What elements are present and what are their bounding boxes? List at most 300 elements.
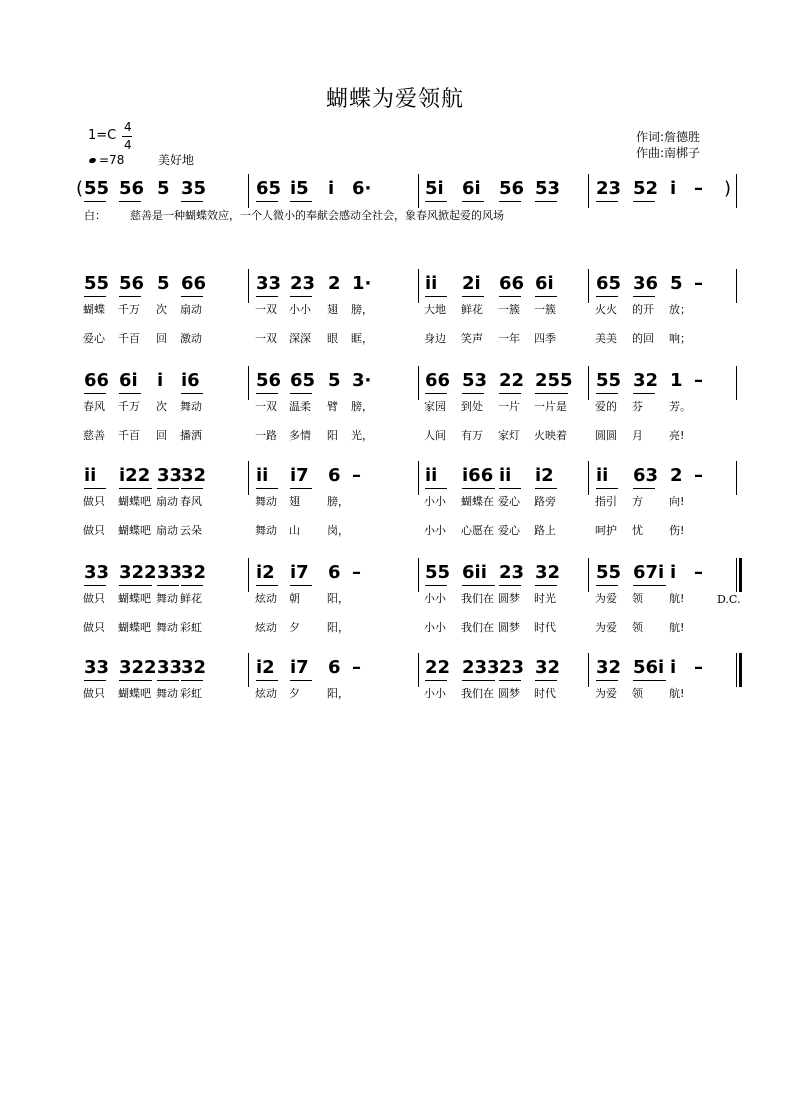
beam-underline xyxy=(181,201,203,202)
time-signature-bottom: 4 xyxy=(124,138,132,152)
bar-line xyxy=(418,174,419,208)
beam-underline xyxy=(596,201,618,202)
lyric-syllable: 爱的 xyxy=(595,400,617,413)
lyric-syllable: 鲜花 xyxy=(180,592,202,605)
lyric-syllable: 阳， xyxy=(327,687,349,700)
lyric-syllable: 亮! xyxy=(669,429,685,442)
beam-underline xyxy=(119,680,152,681)
lyric-syllable: 爱心 xyxy=(83,332,105,345)
lyric-syllable: 笑声 xyxy=(461,332,483,345)
lyric-syllable: 做只 xyxy=(83,524,105,537)
bar-line xyxy=(736,366,737,400)
beam-underline xyxy=(256,393,278,394)
bar-line xyxy=(736,269,737,303)
beam-underline xyxy=(181,585,203,586)
note-group: 22 xyxy=(425,657,451,678)
beam-underline xyxy=(633,488,655,489)
lyric-syllable: 一双 xyxy=(255,303,277,316)
note-group: 23 xyxy=(596,178,622,199)
note-group: i xyxy=(157,370,164,391)
lyric-syllable: 千万 xyxy=(118,303,140,316)
bar-line xyxy=(736,174,737,208)
beam-underline xyxy=(157,680,179,681)
note-group: 55 xyxy=(596,370,622,391)
note-group: 55 xyxy=(425,562,451,583)
note-group: 5 xyxy=(157,273,170,294)
note-group: i5 xyxy=(290,178,309,199)
lyric-syllable: 舞动 xyxy=(156,687,178,700)
bar-line xyxy=(418,461,419,495)
lyric-syllable: 扇动 xyxy=(156,524,178,537)
beam-underline xyxy=(290,296,312,297)
lyric-syllable: 做只 xyxy=(83,621,105,634)
lyric-syllable: 回 xyxy=(156,332,167,345)
note-group: 33 xyxy=(84,657,110,678)
beam-underline xyxy=(462,585,495,586)
narration-text: 慈善是一种蝴蝶效应，一个人微小的奉献会感动全社会，象春风掀起爱的风场 xyxy=(130,209,504,222)
key-signature: 1=C xyxy=(88,128,117,143)
note-group: 322 xyxy=(119,562,157,583)
lyric-syllable: 航! xyxy=(669,687,685,700)
lyric-syllable: 小小 xyxy=(424,495,446,508)
lyric-syllable: 领 xyxy=(632,687,643,700)
bar-line xyxy=(736,461,737,495)
lyric-syllable: 岗， xyxy=(327,524,349,537)
beam-underline xyxy=(633,296,655,297)
note-group: – xyxy=(694,657,703,678)
note-group: 55 xyxy=(84,273,110,294)
beam-underline xyxy=(499,296,521,297)
beam-underline xyxy=(290,393,312,394)
note-group: 255 xyxy=(535,370,573,391)
lyric-syllable: 为爱 xyxy=(595,621,617,634)
lyric-syllable: 向! xyxy=(669,495,685,508)
beam-underline xyxy=(535,201,557,202)
lyric-syllable: 彩虹 xyxy=(180,687,202,700)
lyric-syllable: 膀， xyxy=(327,495,349,508)
beam-underline xyxy=(535,296,557,297)
beam-underline xyxy=(499,201,521,202)
beam-underline xyxy=(633,201,655,202)
lyric-syllable: 炫动 xyxy=(255,592,277,605)
lyric-syllable: 指引 xyxy=(595,495,617,508)
note-group: 35 xyxy=(181,178,207,199)
lyric-syllable: 一片 xyxy=(498,400,520,413)
beam-underline xyxy=(462,393,484,394)
note-group: 56 xyxy=(256,370,282,391)
lyric-syllable: 爱心 xyxy=(498,495,520,508)
lyric-syllable: 到处 xyxy=(461,400,483,413)
note-group: 6· xyxy=(352,178,372,199)
note-group: 32 xyxy=(535,657,561,678)
lyric-syllable: 深深 xyxy=(289,332,311,345)
lyric-syllable: 扇动 xyxy=(156,495,178,508)
beam-underline xyxy=(84,488,106,489)
bar-line xyxy=(248,269,249,303)
beam-underline xyxy=(290,488,312,489)
expression-marking: 美好地 xyxy=(158,153,195,167)
lyric-syllable: 蝴蝶 xyxy=(83,303,105,316)
bar-line xyxy=(736,653,737,687)
note-group: 63 xyxy=(633,465,659,486)
note-group: 65 xyxy=(596,273,622,294)
note-group: 1· xyxy=(352,273,372,294)
lyric-syllable: 的回 xyxy=(632,332,654,345)
lyric-syllable: 次 xyxy=(156,303,167,316)
lyric-syllable: 航! xyxy=(669,592,685,605)
note-group: i xyxy=(670,178,677,199)
note-group: 322 xyxy=(119,657,157,678)
beam-underline xyxy=(425,296,447,297)
lyric-syllable: 一片是 xyxy=(534,400,567,413)
lyric-syllable: 火映着 xyxy=(534,429,567,442)
note-group: 66 xyxy=(425,370,451,391)
beam-underline xyxy=(499,488,521,489)
note-group: i xyxy=(670,657,677,678)
beam-underline xyxy=(499,393,521,394)
beam-underline xyxy=(181,680,203,681)
note-group: 66 xyxy=(84,370,110,391)
note-group: 6ii xyxy=(462,562,487,583)
note-group: 33 xyxy=(256,273,282,294)
beam-underline xyxy=(84,585,106,586)
beam-underline xyxy=(596,585,618,586)
note-group: – xyxy=(352,657,361,678)
beam-underline xyxy=(535,393,568,394)
lyric-syllable: 播洒 xyxy=(180,429,202,442)
lyric-syllable: 舞动 xyxy=(255,495,277,508)
lyric-syllable: 小小 xyxy=(424,592,446,605)
bar-line xyxy=(418,366,419,400)
lyric-syllable: 蝴蝶吧 xyxy=(118,621,151,634)
lyric-syllable: 有万 xyxy=(461,429,483,442)
beam-underline xyxy=(256,680,278,681)
lyric-syllable: 小小 xyxy=(289,303,311,316)
lyric-syllable: 一簇 xyxy=(534,303,556,316)
note-group: i7 xyxy=(290,465,309,486)
note-group: 233 xyxy=(462,657,500,678)
lyric-syllable: 人间 xyxy=(424,429,446,442)
note-group: 33 xyxy=(84,562,110,583)
lyric-syllable: 小小 xyxy=(424,687,446,700)
lyric-syllable: 我们在 xyxy=(461,621,494,634)
lyric-syllable: 阳， xyxy=(327,621,349,634)
lyric-syllable: 时光 xyxy=(534,592,556,605)
beam-underline xyxy=(119,488,152,489)
lyric-syllable: 为爱 xyxy=(595,687,617,700)
lyric-syllable: 蝴蝶吧 xyxy=(118,495,151,508)
note-group: 6i xyxy=(119,370,138,391)
note-group: i2 xyxy=(256,562,275,583)
beam-underline xyxy=(425,201,447,202)
lyric-syllable: 圆梦 xyxy=(498,687,520,700)
note-group: 32 xyxy=(535,562,561,583)
lyric-syllable: 伤! xyxy=(669,524,685,537)
lyric-syllable: 领 xyxy=(632,592,643,605)
lyric-syllable: 眶， xyxy=(351,332,373,345)
note-group: ii xyxy=(596,465,609,486)
lyric-syllable: 慈善 xyxy=(83,429,105,442)
note-group: 6 xyxy=(328,562,341,583)
lyric-syllable: 膀， xyxy=(351,400,373,413)
beam-underline xyxy=(119,201,141,202)
lyric-syllable: 做只 xyxy=(83,687,105,700)
lyricist-credit: 作词:詹德胜 xyxy=(636,130,701,144)
note-group: – xyxy=(352,465,361,486)
lyric-syllable: 时代 xyxy=(534,621,556,634)
lyric-syllable: 春风 xyxy=(83,400,105,413)
note-group: i2 xyxy=(535,465,554,486)
bar-line xyxy=(418,269,419,303)
lyric-syllable: 小小 xyxy=(424,621,446,634)
beam-underline xyxy=(84,201,106,202)
note-group: ii xyxy=(425,273,438,294)
beam-underline xyxy=(633,680,666,681)
lyric-syllable: 月 xyxy=(632,429,643,442)
lyric-syllable: 一年 xyxy=(498,332,520,345)
narration-label: 白： xyxy=(84,209,106,222)
lyric-syllable: 一路 xyxy=(255,429,277,442)
note-group: 65 xyxy=(256,178,282,199)
beam-underline xyxy=(462,201,484,202)
lyric-syllable: 方 xyxy=(632,495,643,508)
lyric-syllable: 时代 xyxy=(534,687,556,700)
lyric-syllable: 一簇 xyxy=(498,303,520,316)
beam-underline xyxy=(119,585,152,586)
note-group: 66 xyxy=(181,273,207,294)
lyric-syllable: 四季 xyxy=(534,332,556,345)
lyric-syllable: 夕 xyxy=(289,687,300,700)
beam-underline xyxy=(499,585,521,586)
lyric-syllable: 我们在 xyxy=(461,687,494,700)
lyric-syllable: 爱心 xyxy=(498,524,520,537)
lyric-syllable: 炫动 xyxy=(255,621,277,634)
note-group: 33 xyxy=(157,657,183,678)
beam-underline xyxy=(499,680,521,681)
lyric-syllable: 放； xyxy=(669,303,691,316)
beam-underline xyxy=(290,201,312,202)
note-group: 36 xyxy=(633,273,659,294)
lyric-syllable: 火火 xyxy=(595,303,617,316)
lyric-syllable: 多情 xyxy=(289,429,311,442)
bar-line xyxy=(588,174,589,208)
lyric-syllable: 回 xyxy=(156,429,167,442)
beam-underline xyxy=(535,585,557,586)
lyric-syllable: 朝 xyxy=(289,592,300,605)
note-group: – xyxy=(352,562,361,583)
beam-underline xyxy=(256,296,278,297)
note-group: ii xyxy=(256,465,269,486)
lyric-syllable: 心愿在 xyxy=(461,524,494,537)
note-group: 56 xyxy=(499,178,525,199)
lyric-syllable: 膀， xyxy=(351,303,373,316)
lyric-syllable: 美美 xyxy=(595,332,617,345)
note-group: i2 xyxy=(256,657,275,678)
lyric-syllable: 阳 xyxy=(327,429,338,442)
quarter-note-icon xyxy=(88,157,96,164)
bar-line xyxy=(248,174,249,208)
lyric-syllable: 臂 xyxy=(327,400,338,413)
note-group: – xyxy=(694,370,703,391)
lyric-syllable: 千百 xyxy=(118,332,140,345)
beam-underline xyxy=(462,680,495,681)
bar-line xyxy=(736,558,737,592)
lyric-syllable: 路旁 xyxy=(534,495,556,508)
note-group: 65 xyxy=(290,370,316,391)
note-group: – xyxy=(694,562,703,583)
note-group: 66 xyxy=(499,273,525,294)
lyric-syllable: 鲜花 xyxy=(461,303,483,316)
note-group: ii xyxy=(499,465,512,486)
lyric-syllable: 一双 xyxy=(255,332,277,345)
lyric-syllable: 忧 xyxy=(632,524,643,537)
final-bar-line xyxy=(739,558,742,592)
lyric-syllable: 山 xyxy=(289,524,300,537)
beam-underline xyxy=(84,393,106,394)
lyric-syllable: 夕 xyxy=(289,621,300,634)
lyric-syllable: 航! xyxy=(669,621,685,634)
note-group: 6i xyxy=(462,178,481,199)
beam-underline xyxy=(596,488,618,489)
note-group: ii xyxy=(425,465,438,486)
lyric-syllable: 千万 xyxy=(118,400,140,413)
bar-line xyxy=(588,653,589,687)
lyric-syllable: 舞动 xyxy=(180,400,202,413)
note-group: 53 xyxy=(535,178,561,199)
lyric-syllable: 芳。 xyxy=(669,400,691,413)
open-parenthesis: ( xyxy=(76,178,84,199)
beam-underline xyxy=(290,680,312,681)
lyric-syllable: 芬 xyxy=(632,400,643,413)
note-group: 6i xyxy=(535,273,554,294)
note-group: 32 xyxy=(181,657,207,678)
tempo-marking: =78 xyxy=(99,153,125,167)
note-group: 23 xyxy=(499,562,525,583)
song-title: 蝴蝶为爱领航 xyxy=(325,87,464,112)
note-group: 56i xyxy=(633,657,665,678)
lyric-syllable: 眼 xyxy=(327,332,338,345)
beam-underline xyxy=(256,488,278,489)
beam-underline xyxy=(425,680,447,681)
time-signature-rule xyxy=(122,136,132,137)
beam-underline xyxy=(425,585,447,586)
beam-underline xyxy=(633,585,666,586)
beam-underline xyxy=(633,393,655,394)
beam-underline xyxy=(425,393,447,394)
note-group: 56 xyxy=(119,178,145,199)
note-group: 67i xyxy=(633,562,665,583)
lyric-syllable: 翅 xyxy=(327,303,338,316)
lyric-syllable: 圆梦 xyxy=(498,621,520,634)
lyric-syllable: 温柔 xyxy=(289,400,311,413)
note-group: 52 xyxy=(633,178,659,199)
note-group: 32 xyxy=(181,562,207,583)
note-group: 33 xyxy=(157,562,183,583)
final-bar-line xyxy=(739,653,742,687)
note-group: – xyxy=(694,273,703,294)
lyric-syllable: 彩虹 xyxy=(180,621,202,634)
note-group: 56 xyxy=(119,273,145,294)
beam-underline xyxy=(596,680,618,681)
lyric-syllable: 次 xyxy=(156,400,167,413)
beam-underline xyxy=(84,296,106,297)
bar-line xyxy=(588,461,589,495)
note-group: i xyxy=(328,178,335,199)
beam-underline xyxy=(535,488,557,489)
note-group: 1 xyxy=(670,370,683,391)
lyric-syllable: 舞动 xyxy=(156,592,178,605)
lyric-syllable: 舞动 xyxy=(255,524,277,537)
note-group: – xyxy=(694,465,703,486)
lyric-syllable: 小小 xyxy=(424,524,446,537)
bar-line xyxy=(248,653,249,687)
note-group: 32 xyxy=(596,657,622,678)
lyric-syllable: 我们在 xyxy=(461,592,494,605)
lyric-syllable: 阳， xyxy=(327,592,349,605)
beam-underline xyxy=(84,680,106,681)
lyric-syllable: 翅 xyxy=(289,495,300,508)
da-capo-marking: D.C. xyxy=(717,593,741,606)
beam-underline xyxy=(596,393,618,394)
beam-underline xyxy=(181,488,203,489)
beam-underline xyxy=(256,585,278,586)
lyric-syllable: 蝴蝶吧 xyxy=(118,592,151,605)
beam-underline xyxy=(119,296,141,297)
lyric-syllable: 的开 xyxy=(632,303,654,316)
beam-underline xyxy=(181,296,203,297)
lyric-syllable: 路上 xyxy=(534,524,556,537)
lyric-syllable: 做只 xyxy=(83,495,105,508)
beam-underline xyxy=(256,201,278,202)
note-group: 5 xyxy=(157,178,170,199)
note-group: 2 xyxy=(328,273,341,294)
note-group: ii xyxy=(84,465,97,486)
bar-line xyxy=(418,558,419,592)
note-group: i66 xyxy=(462,465,494,486)
note-group: i7 xyxy=(290,562,309,583)
beam-underline xyxy=(119,393,141,394)
lyric-syllable: 炫动 xyxy=(255,687,277,700)
lyric-syllable: 蝴蝶吧 xyxy=(118,524,151,537)
composer-credit: 作曲:南梆子 xyxy=(636,146,701,160)
note-group: – xyxy=(694,178,703,199)
lyric-syllable: 蝴蝶在 xyxy=(461,495,494,508)
beam-underline xyxy=(290,585,312,586)
note-group: 5i xyxy=(425,178,444,199)
note-group: i22 xyxy=(119,465,151,486)
note-group: 2i xyxy=(462,273,481,294)
note-group: 6 xyxy=(328,465,341,486)
bar-line xyxy=(248,461,249,495)
lyric-syllable: 呵护 xyxy=(595,524,617,537)
note-group: 23 xyxy=(290,273,316,294)
lyric-syllable: 做只 xyxy=(83,592,105,605)
beam-underline xyxy=(535,680,557,681)
beam-underline xyxy=(462,488,495,489)
note-group: 33 xyxy=(157,465,183,486)
lyric-syllable: 云朵 xyxy=(180,524,202,537)
bar-line xyxy=(248,558,249,592)
close-parenthesis: ) xyxy=(724,178,732,199)
note-group: 5 xyxy=(670,273,683,294)
beam-underline xyxy=(181,393,203,394)
beam-underline xyxy=(157,585,179,586)
lyric-syllable: 一双 xyxy=(255,400,277,413)
note-group: 23 xyxy=(499,657,525,678)
bar-line xyxy=(418,653,419,687)
bar-line xyxy=(588,269,589,303)
lyric-syllable: 大地 xyxy=(424,303,446,316)
